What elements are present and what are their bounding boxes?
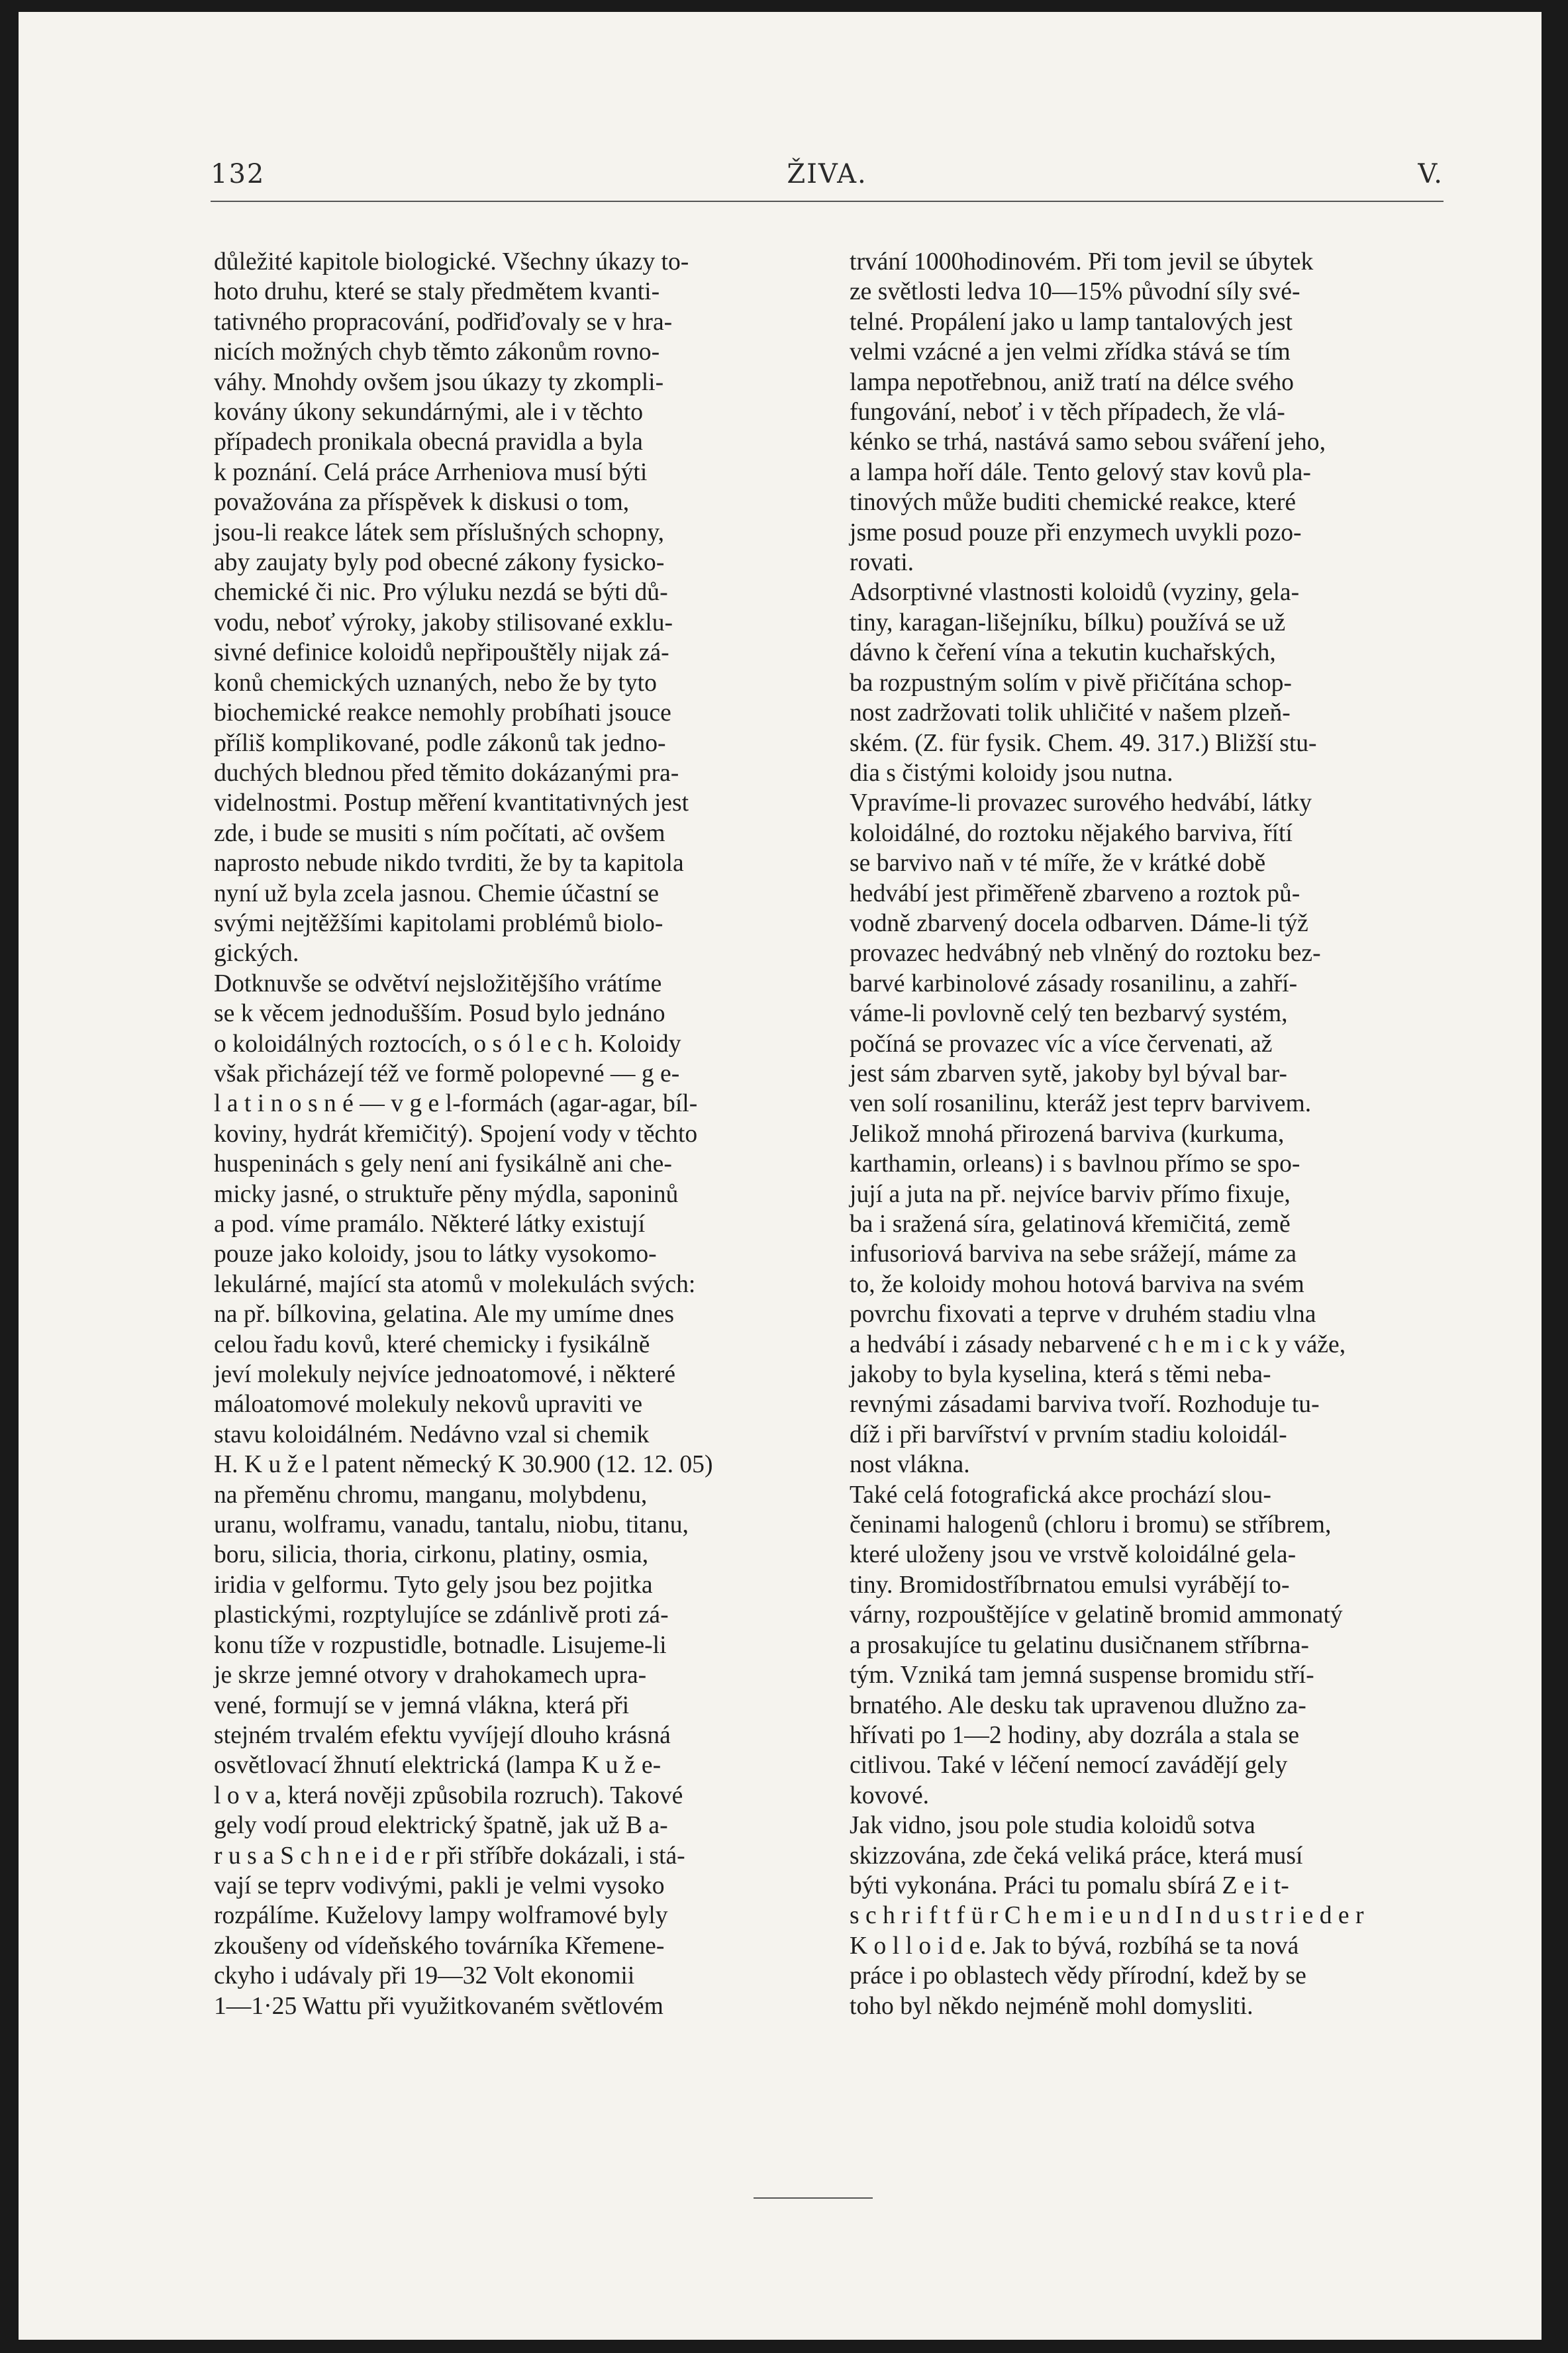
paragraph: důležité kapitole biologické. Všechny úkazy to- hoto druhu, které se staly předmětem kvanti- tativného propracování, podřiďovaly se v hra- nicích možných chyb těmto zákonům rovno- váhy. Mnohdy ovšem jsou úkazy ty zkompli- kovány úkony sekundárnými, ale i v těchto případech pronikala obecná pravidla a byla k poznání. Celá práce Arrheniova musí býti považována za příspěvek k diskusi o tom, jsou-li reakce látek sem příslušných schopny, aby zaujaty byly pod obecné zákony fysicko- chemické či nic. Pro výluku nezdá se býti dů- vodu, neboť výroky, jakoby stilisované exklu- sivné definice koloidů nepřipouštěly nijak zá- konů chemických uznaných, nebo že by tyto biochemické reakce nemohly probíhati jsouce příliš komplikované, podle zákonů tak jedno- duchých blednou před těmito dokázanými pra- videlnostmi. Postup měření kvantitativných jest zde, i bude se musiti s ním počítati, ač ovšem naprosto nebude nikdo tvrditi, že by ta kapitola nyní už byla zcela jasnou. Chemie účastní se svými nejtěžšími kapitolami problémů biolo- gických. bbox=[214, 248, 689, 968]
page-number: 132 bbox=[211, 159, 266, 189]
running-header bbox=[211, 159, 1444, 199]
journal-title: ŽIVA. bbox=[787, 159, 867, 189]
paragraph: Také celá fotografická akce prochází slou- čeninami halogenů (chloru i bromu) se stříbrem, které uloženy jsou ve vrstvě koloidálné gela- tiny. Bromidostříbrnatou emulsi vyrábějí to- várny, rozpouštějíce v gelatině bromid ammonatý a prosakujíce tu gelatinu dusičnanem stříbrna- tým. Vzniká tam jemná suspense bromidu stří- brnatého. Ale desku tak upravenou dlužno za- hřívati po 1—2 hodiny, aby dozrála a stala se citlivou. Také v léčení nemocí zavádějí gely kovové. bbox=[850, 1481, 1343, 1809]
end-rule bbox=[754, 2197, 873, 2199]
paragraph: trvání 1000hodinovém. Při tom jevil se úbytek ze světlosti ledva 10—15% původní síly své- telné. Propálení jako u lamp tantalových jest velmi vzácné a jen velmi zřídka stává se tím lampa nepotřebnou, aniž tratí na délce svého fungování, neboť i v těch případech, že vlá- kénko se trhá, nastává samo sebou sváření jeho, a lampa hoří dále. Tento gelový stav kovů pla- tinových může buditi chemické reakce, které jsme posud pouze při enzymech uvykli pozo- rovati. bbox=[850, 248, 1326, 577]
right-column bbox=[850, 247, 1446, 2021]
paragraph: Adsorptivné vlastnosti koloidů (vyziny, gela- tiny, karagan-lišejníku, bílku) používá se už dávno k čeření vína a tekutin kuchařských, ba rozpustným solím v pivě přičítána schop- nost zadržovati tolik uhličité v našem plzeň- ském. (Z. für fysik. Chem. 49. 317.) Bližší stu- dia s čistými koloidy jsou nutna. bbox=[850, 579, 1317, 787]
left-column bbox=[214, 247, 810, 2021]
header-rule bbox=[211, 201, 1444, 202]
paragraph: Dotknuvše se odvětví nejsložitějšího vrátíme se k věcem jednodušším. Posud bylo jednáno o koloidálných roztocích, o s ó l e c h. Koloidy však přicházejí též ve formě polopevné — g e- l a t i n o s n é — v g e l-formách (agar-agar, bíl- koviny, hydrát křemičitý). Spojení vody v těchto huspeninách s gely není ani fysikálně ani che- micky jasné, o struktuře pěny mýdla, saponinů a pod. víme pramálo. Některé látky existují pouze jako koloidy, jsou to látky vysokomo- lekulárné, mající sta atomů v molekulách svých: na př. bílkovina, gelatina. Ale my umíme dnes celou řadu kovů, které chemicky i fysikálně jeví molekuly nejvíce jednoatomové, i některé máloatomové molekuly nekovů upraviti ve stavu koloidálném. Nedávno vzal si chemik H. K u ž e l patent německý K 30.900 (12. 12. 05) na přeměnu chromu, manganu, molybdenu, uranu, wolframu, vanadu, tantalu, niobu, titanu, boru, silicia, thoria, cirkonu, platiny, osmia, iridia v gelformu. Tyto gely jsou bez pojitka plastickými, rozptylujíce se zdánlivě proti zá- konu tíže v rozpustidle, botnadle. Lisujeme-li je skrze jemné otvory v drahokamech upra- vené, formují se v jemná vlákna, která při stejném trvalém efektu vyvíjejí dlouho krásná osvětlovací žhnutí elektrická (lampa K u ž e- l o v a, která nověji způsobila rozruch). Takové gely vodí proud elektrický špatně, jak už B a- r u s a S c h n e i d e r při stříbře dokázali, i stá- vají se teprv vodivými, pakli je velmi vysoko rozpálíme. Kuželovy lampy wolframové byly zkoušeny od vídeňského továrníka Křemene- ckyho i udávaly při 19—32 Volt ekonomii 1—1·25 Wattu při využitkovaném světlovém bbox=[214, 970, 713, 2020]
paragraph: Jak vidno, jsou pole studia koloidů sotva skizzována, zde čeká veliká práce, která musí býti vykonána. Práci tu pomalu sbírá Z e i t- s c h r i f t f ü r C h e m i e u n d I n d u s t r i e d e r K o l l o i d e. Jak to bývá, rozbíhá se ta nová práce i po oblastech vědy přírodní, kdež by se toho byl někdo nejméně mohl domysliti. bbox=[850, 1812, 1364, 2020]
paragraph: Vpravíme-li provazec surového hedvábí, látky koloidálné, do roztoku nějakého barviva, řítí se barvivo naň v té míře, že v krátké době hedvábí jest přiměřeně zbarveno a roztok pů- vodně zbarvený docela odbarven. Dáme-li týž provazec hedvábný neb vlněný do roztoku bez- barvé karbinolové zásady rosanilinu, a zahří- váme-li povlovně celý ten bezbarvý systém, počíná se provazec víc a více červenati, až jest sám zbarven sytě, jakoby byl býval bar- ven solí rosanilinu, kteráž jest teprv barvivem. Jelikož mnohá přirozená barviva (kurkuma, karthamin, orleans) i s bavlnou přímo se spo- jují a juta na př. nejvíce barviv přímo fixuje, ba i sražená síra, gelatinová křemičitá, země infusoriová barviva na sebe srážejí, máme za to, že koloidy mohou hotová barviva na svém povrchu fixovati a teprve v druhém stadiu vlna a hedvábí i zásady nebarvené c h e m i c k y váže, jakoby to byla kyselina, která s těmi neba- revnými zásadami barviva tvoří. Rozhoduje tu- díž i při barvířství v prvním stadiu koloidál- nost vlákna. bbox=[850, 789, 1346, 1479]
volume-number: V. bbox=[1418, 159, 1444, 189]
page bbox=[19, 12, 1542, 2340]
